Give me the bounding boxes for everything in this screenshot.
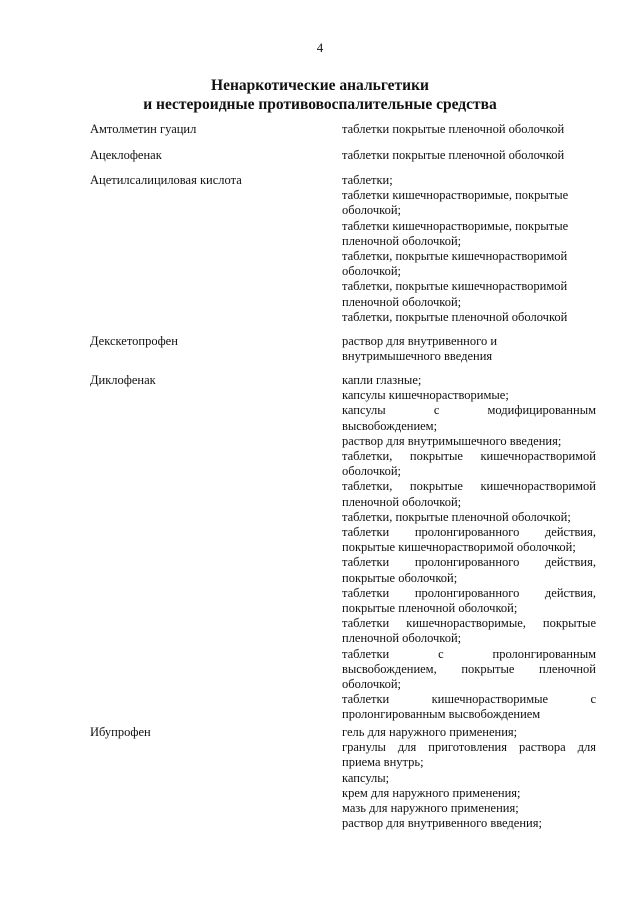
page-number: 4 xyxy=(316,40,324,55)
dosage-form-line: оболочкой; xyxy=(342,203,401,218)
dosage-forms xyxy=(342,725,596,831)
section-heading xyxy=(0,76,640,114)
dosage-form-line: раствор для внутримышечного введения; xyxy=(342,433,562,448)
dosage-form-line: внутримышечного введения xyxy=(342,349,493,364)
dosage-form-line: капсулы кишечнорастворимые; xyxy=(342,388,509,403)
dosage-form-line: пролонгированным высвобождением xyxy=(342,707,541,722)
dosage-form-line: таблетки, покрытые пленочной оболочкой xyxy=(342,309,568,324)
dosage-form-line: раствор для внутривенного и xyxy=(342,334,498,348)
dosage-form-line: таблетки кишечнорастворимые, покрытые xyxy=(342,218,569,233)
dosage-form-line: капли глазные; xyxy=(342,373,422,387)
dosage-forms xyxy=(342,334,596,364)
dosage-form-line: пленочной оболочкой; xyxy=(342,233,462,248)
drug-name: Ацеклофенак xyxy=(90,148,162,162)
dosage-form-line: таблетки с пролонгированным xyxy=(342,646,596,661)
section-heading-line-1: Ненаркотические анальгетики xyxy=(211,77,429,94)
dosage-form-line: оболочкой; xyxy=(342,677,401,692)
drug-name: Декскетопрофен xyxy=(90,334,178,348)
dosage-form-line: приема внутрь; xyxy=(342,755,424,770)
dosage-form-line: таблетки пролонгированного действия, xyxy=(342,585,596,600)
dosage-form-line: таблетки, покрытые кишечнорастворимой xyxy=(342,479,596,494)
drug-name: Ибупрофен xyxy=(90,725,151,739)
dosage-form-line: таблетки кишечнорастворимые, покрытые xyxy=(342,188,569,203)
dosage-form-line: таблетки кишечнорастворимые, покрытые xyxy=(342,616,596,631)
dosage-form-line: пленочной оболочкой; xyxy=(342,494,462,509)
dosage-form-line: таблетки, покрытые кишечнорастворимой xyxy=(342,249,568,264)
drug-name: Ацетилсалициловая кислота xyxy=(90,173,242,187)
dosage-forms xyxy=(342,148,596,163)
dosage-form-line: гранулы для приготовления раствора для xyxy=(342,740,596,755)
dosage-form-line: высвобождением, покрытые пленочной xyxy=(342,661,596,676)
dosage-form-line: таблетки, покрытые кишечнорастворимой xyxy=(342,279,568,294)
dosage-form-line: капсулы; xyxy=(342,770,390,785)
dosage-form-line: таблетки покрытые пленочной оболочкой xyxy=(342,148,565,162)
dosage-form-line: таблетки кишечнорастворимые с xyxy=(342,692,596,707)
dosage-form-line: оболочкой; xyxy=(342,264,401,279)
dosage-forms xyxy=(342,373,596,723)
dosage-form-line: таблетки, покрытые пленочной оболочкой; xyxy=(342,509,571,524)
dosage-form-line: таблетки пролонгированного действия, xyxy=(342,525,596,540)
dosage-form-line: мазь для наружного применения; xyxy=(342,801,519,816)
dosage-form-line: таблетки, покрытые кишечнорастворимой xyxy=(342,449,596,464)
drug-name: Амтолметин гуацил xyxy=(90,122,197,136)
dosage-form-line: таблетки; xyxy=(342,173,393,187)
dosage-forms xyxy=(342,122,596,137)
dosage-form-line: покрытые пленочной оболочкой; xyxy=(342,601,518,616)
dosage-forms xyxy=(342,173,596,325)
dosage-form-line: пленочной оболочкой; xyxy=(342,631,462,646)
dosage-form-line: таблетки покрытые пленочной оболочкой xyxy=(342,122,565,136)
dosage-form-line: оболочкой; xyxy=(342,464,401,479)
dosage-form-line: пленочной оболочкой; xyxy=(342,294,462,309)
dosage-form-line: капсулы с модифицированным xyxy=(342,403,596,418)
drug-name: Диклофенак xyxy=(90,373,156,387)
section-heading-line-2: и нестероидные противовоспалительные средства xyxy=(143,96,497,113)
dosage-form-line: покрытые оболочкой; xyxy=(342,570,458,585)
dosage-form-line: высвобождением; xyxy=(342,418,438,433)
dosage-form-line: гель для наружного применения; xyxy=(342,725,518,739)
dosage-form-line: крем для наружного применения; xyxy=(342,785,521,800)
dosage-form-line: покрытые кишечнорастворимой оболочкой; xyxy=(342,540,576,555)
dosage-form-line: раствор для внутривенного введения; xyxy=(342,816,542,831)
dosage-form-line: таблетки пролонгированного действия, xyxy=(342,555,596,570)
